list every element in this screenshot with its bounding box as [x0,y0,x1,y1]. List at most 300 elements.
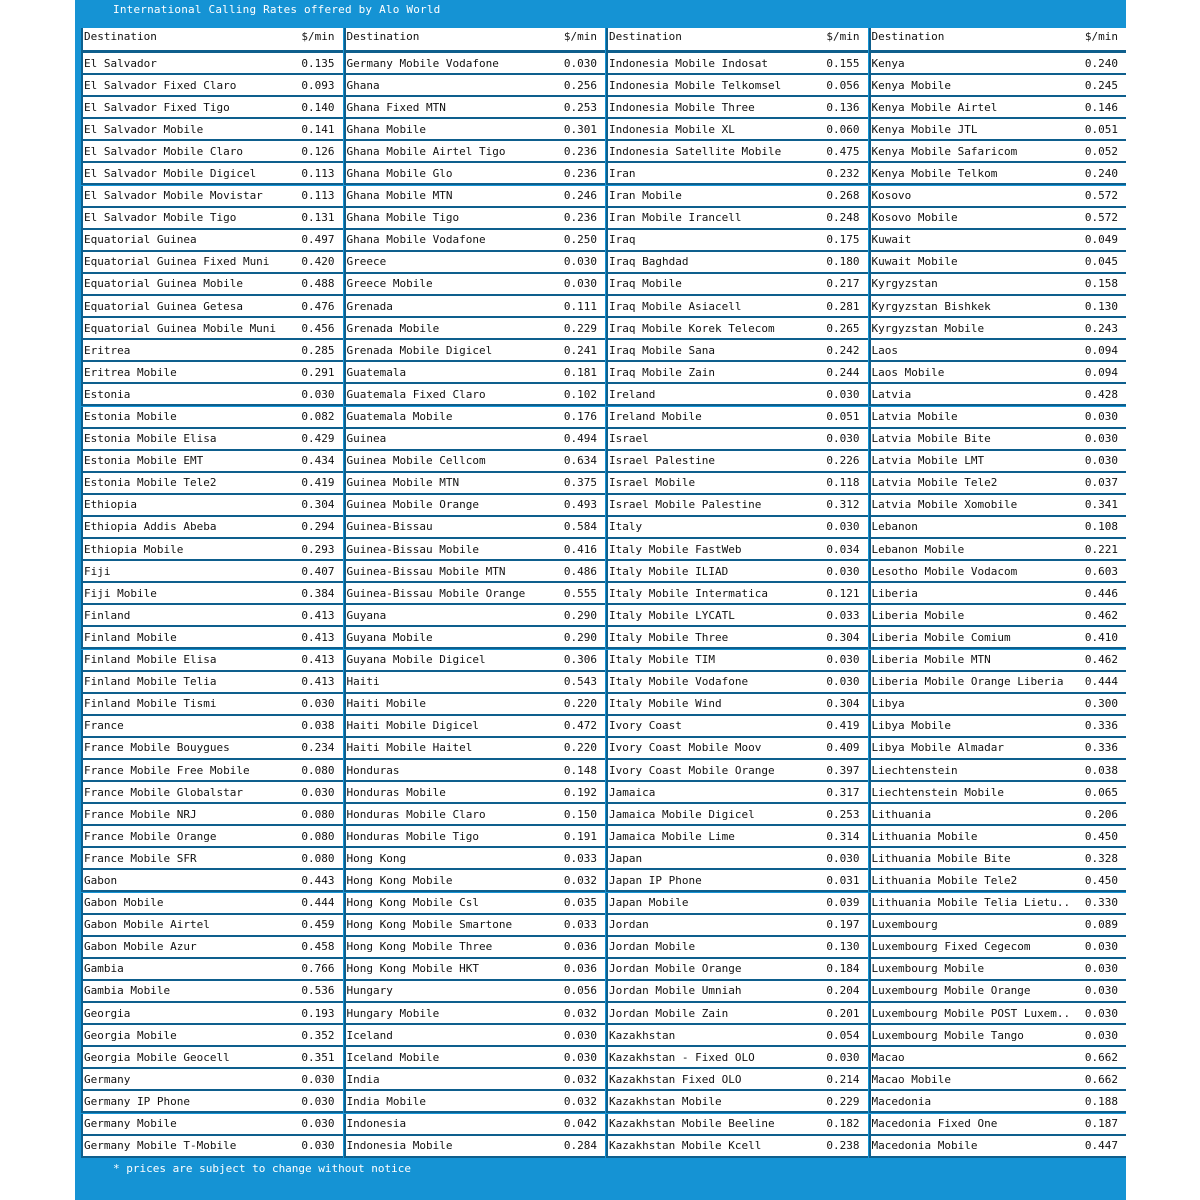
table-row [869,937,1127,957]
table-row [344,429,606,449]
rate-cell: 0.317 [826,785,860,799]
table-row [344,53,606,73]
destination-cell: Greece [346,255,387,269]
destination-cell: Israel Mobile Palestine [609,498,762,512]
footnote: * prices are subject to change without notice [113,1162,412,1175]
destination-cell: Italy Mobile TIM [609,653,715,667]
destination-cell: India Mobile [346,1094,426,1108]
destination-cell: Latvia Mobile [871,410,958,423]
table-row [606,1003,868,1023]
table-row [344,208,606,228]
table-row [81,848,343,868]
rate-cell: 0.030 [1084,432,1118,446]
rate-cell: 0.030 [301,697,335,711]
table-row [81,1091,343,1111]
rate-cell: 0.030 [563,255,597,269]
rate-cell: 0.030 [826,1050,860,1064]
table-row [81,1069,343,1089]
destination-cell: India [346,1072,380,1086]
table-row [81,473,343,493]
rate-cell: 0.456 [301,321,335,335]
table-row [344,97,606,117]
rate-cell: 0.416 [563,542,597,556]
table-row [869,407,1127,427]
rate-cell: 0.248 [826,211,860,225]
table-row [81,53,343,73]
rate-cell: 0.268 [826,189,860,203]
table-row [344,937,606,957]
rate-cell: 0.328 [1084,851,1118,865]
rate-cell: 0.306 [563,653,597,667]
rate-cell: 0.108 [1084,520,1118,534]
rate-cell: 0.052 [1084,144,1118,158]
table-row [81,672,343,692]
table-row [869,1025,1127,1045]
table-row [606,230,868,250]
rate-cell: 0.038 [301,719,335,733]
rate-cell: 0.290 [563,630,597,644]
rate-cell: 0.766 [301,962,335,976]
rate-cell: 0.130 [1084,299,1118,313]
table-row [869,893,1127,913]
destination-cell: Italy Mobile Intermatica [609,586,768,600]
rate-cell: 0.242 [826,343,860,357]
table-row [869,1003,1127,1023]
column-header [606,28,868,50]
table-row [869,804,1127,824]
destination-cell: Ghana Mobile Airtel Tigo [346,144,506,158]
rate-cell: 0.234 [301,741,335,755]
table-row [606,517,868,537]
table-row [869,826,1127,846]
rate-cell: 0.285 [301,343,335,357]
table-row [344,694,606,714]
rate-cell: 0.603 [1084,564,1118,578]
rate-cell: 0.036 [563,940,597,954]
table-row [869,716,1127,736]
rate-cell: 0.662 [1084,1050,1118,1064]
destination-cell: Guinea-Bissau Mobile MTN [346,564,506,578]
rate-cell: 0.030 [826,851,860,865]
destination-cell: Italy Mobile ILIAD [609,564,729,578]
destination-cell: Indonesia [346,1117,407,1130]
table-row [869,252,1127,272]
rate-cell: 0.413 [301,608,335,622]
rate-cell: 0.265 [826,321,860,335]
table-row [344,605,606,625]
table-row [606,53,868,73]
rate-cell: 0.032 [563,873,597,887]
destination-cell: France Mobile Bouygues [84,741,230,755]
table-row [81,937,343,957]
rate-cell: 0.056 [563,984,597,998]
destination-cell: Lithuania [871,807,932,821]
rate-cell: 0.250 [563,233,597,247]
destination-cell: Germany Mobile Vodafone [346,56,499,70]
table-row [606,561,868,581]
table-row [869,119,1127,139]
table-row [869,163,1127,183]
destination-cell: France Mobile Orange [84,829,217,843]
rate-cell: 0.458 [301,940,335,954]
rate-cell: 0.300 [1084,697,1118,711]
table-row [606,738,868,758]
rate-cell: 0.290 [563,608,597,622]
destination-cell: Eritrea Mobile [84,365,177,379]
rate-cell: 0.045 [1084,255,1118,269]
table-row [869,915,1127,935]
table-row [606,141,868,161]
table-row [81,650,343,670]
table-row [869,561,1127,581]
destination-cell: Equatorial Guinea Getesa [84,299,243,313]
table-row [606,1047,868,1067]
rate-cell: 0.121 [826,586,860,600]
destination-cell: Iraq Mobile Asiacell [609,299,742,313]
destination-cell: Lebanon Mobile [871,542,965,556]
table-row [869,451,1127,471]
table-row [606,318,868,338]
destination-cell: Ghana [346,78,380,92]
rate-cell: 0.201 [826,1006,860,1020]
rate-cell: 0.056 [826,78,860,92]
rate-cell: 0.030 [563,1050,597,1064]
destination-cell: Iran Mobile Irancell [609,211,742,225]
table-row [606,1025,868,1045]
rate-cell: 0.384 [301,586,335,600]
table-row [81,230,343,250]
rate-cell: 0.330 [1084,896,1118,910]
destination-cell: Israel [609,432,649,446]
destination-cell: Kazakhstan Mobile Beeline [609,1117,775,1130]
rate-cell: 0.244 [826,365,860,379]
table-row [606,274,868,294]
table-row [606,186,868,206]
rate-cell: 0.413 [301,630,335,644]
destination-cell: Indonesia Mobile Three [609,100,755,114]
table-row [606,716,868,736]
destination-cell: Indonesia Mobile Indosat [609,56,768,70]
rates-table [81,28,1126,1160]
rate-cell: 0.634 [563,454,597,468]
destination-cell: Indonesia Mobile XL [609,122,735,136]
destination-cell: Guinea-Bissau Mobile [346,542,479,556]
destination-cell: Jordan [609,918,649,932]
rate-cell: 0.126 [301,144,335,158]
rate-cell: 0.030 [301,785,335,799]
destination-cell: Laos Mobile [871,365,945,379]
destination-cell: Kenya Mobile Telkom [871,166,998,180]
rates-column-2 [344,28,606,1160]
destination-cell: Japan IP Phone [609,873,702,887]
rate-cell: 0.351 [301,1050,335,1064]
rate-cell: 0.409 [826,741,860,755]
destination-cell: Ghana Mobile Tigo [346,211,460,225]
destination-cell: Italy Mobile LYCATL [609,608,735,622]
table-row [344,583,606,603]
table-row [869,384,1127,404]
rate-cell: 0.472 [563,719,597,733]
rate-cell: 0.214 [826,1072,860,1086]
destination-cell: Ghana Mobile [346,122,426,136]
table-row [344,804,606,824]
table-row [606,605,868,625]
destination-cell: Hong Kong Mobile HKT [346,962,479,976]
table-row [81,517,343,537]
table-row [344,650,606,670]
rate-cell: 0.182 [826,1117,860,1130]
rate-cell: 0.033 [563,851,597,865]
destination-cell: Kyrgyzstan Mobile [871,321,985,335]
destination-cell: France [84,719,124,733]
destination-cell: El Salvador Mobile [84,122,204,136]
table-row [344,915,606,935]
page-title: International Calling Rates offered by Alo World [113,3,441,16]
table-row [81,826,343,846]
destination-cell: Laos [871,343,898,357]
table-row [606,760,868,780]
rate-cell: 0.246 [563,189,597,203]
table-row [81,959,343,979]
header-rate: $/min [563,30,597,43]
destination-cell: Jordan Mobile Zain [609,1006,729,1020]
destination-cell: Fiji Mobile [84,586,157,600]
rate-cell: 0.192 [563,785,597,799]
table-row [869,495,1127,515]
rate-cell: 0.419 [826,719,860,733]
table-row [81,296,343,316]
table-row [81,75,343,95]
destination-cell: Kazakhstan - Fixed OLO [609,1050,755,1064]
destination-cell: Latvia Mobile Bite [871,432,991,446]
rate-cell: 0.341 [1084,498,1118,512]
rate-cell: 0.042 [563,1117,597,1130]
table-row [344,230,606,250]
destination-cell: Libya [871,697,905,711]
destination-cell: Hong Kong Mobile Smartone [346,918,513,932]
table-row [81,340,343,360]
destination-cell: Jordan Mobile [609,940,696,954]
table-row [869,760,1127,780]
rate-cell: 0.113 [301,189,335,203]
table-row [869,583,1127,603]
rate-cell: 0.462 [1084,653,1118,667]
rate-cell: 0.180 [826,255,860,269]
rate-cell: 0.555 [563,586,597,600]
destination-cell: Hungary [346,984,393,998]
destination-cell: Kazakhstan Fixed OLO [609,1072,742,1086]
rate-cell: 0.420 [301,255,335,269]
destination-cell: Italy Mobile Vodafone [609,675,749,689]
rate-cell: 0.375 [563,476,597,490]
table-row [344,252,606,272]
destination-cell: Guinea-Bissau Mobile Orange [346,586,526,600]
destination-cell: Lebanon [871,520,918,534]
rate-cell: 0.034 [826,542,860,556]
table-row [606,75,868,95]
rate-cell: 0.136 [826,100,860,114]
table-row [344,495,606,515]
table-row [81,804,343,824]
destination-cell: Kosovo Mobile [871,211,958,225]
rate-cell: 0.131 [301,211,335,225]
rate-cell: 0.312 [826,498,860,512]
table-row [869,75,1127,95]
destination-cell: Ghana Mobile MTN [346,189,453,203]
destination-cell: Guinea Mobile MTN [346,476,460,490]
table-row [81,208,343,228]
table-row [81,981,343,1001]
destination-cell: Italy Mobile Wind [609,697,722,711]
destination-cell: Jamaica Mobile Lime [609,829,735,843]
destination-cell: Ethiopia Mobile [84,542,184,556]
destination-cell: Honduras [346,763,400,777]
table-row [81,1136,343,1156]
rate-cell: 0.080 [301,851,335,865]
destination-cell: Luxembourg Mobile Orange [871,984,1031,998]
table-row [606,782,868,802]
destination-cell: Guinea-Bissau [346,520,433,534]
table-row [344,186,606,206]
destination-cell: Guatemala Fixed Claro [346,387,486,401]
table-row [81,384,343,404]
table-row [81,583,343,603]
destination-cell: Equatorial Guinea Fixed Muni [84,255,270,269]
destination-cell: Kyrgyzstan [871,277,938,291]
rate-cell: 0.135 [301,56,335,70]
rate-cell: 0.229 [826,1094,860,1108]
destination-cell: Ghana Mobile Vodafone [346,233,486,247]
rate-cell: 0.140 [301,100,335,114]
destination-cell: Kuwait [871,233,912,247]
table-row [81,1047,343,1067]
rate-cell: 0.030 [1084,1028,1118,1042]
table-row [81,915,343,935]
destination-cell: Luxembourg Mobile [871,962,985,976]
destination-cell: Estonia [84,387,131,401]
rate-cell: 0.039 [826,896,860,910]
table-row [606,119,868,139]
table-row [869,539,1127,559]
destination-cell: Luxembourg Mobile POST Luxem.. [871,1006,1071,1020]
destination-cell: Finland Mobile Tismi [84,697,217,711]
rate-cell: 0.444 [301,896,335,910]
rate-cell: 0.281 [826,299,860,313]
table-row [81,163,343,183]
destination-cell: Germany Mobile [84,1117,177,1130]
destination-cell: Kenya Mobile Safaricom [871,144,1018,158]
destination-cell: Ireland Mobile [609,410,702,423]
table-row [869,296,1127,316]
table-row [606,870,868,890]
rate-cell: 0.494 [563,432,597,446]
destination-cell: Gabon Mobile [84,896,164,910]
destination-cell: Iraq Baghdad [609,255,689,269]
table-row [869,97,1127,117]
table-row [81,495,343,515]
rate-cell: 0.543 [563,675,597,689]
rate-cell: 0.662 [1084,1072,1118,1086]
rate-cell: 0.241 [563,343,597,357]
table-row [606,694,868,714]
destination-cell: Hungary Mobile [346,1006,440,1020]
column-header [344,28,606,50]
destination-cell: Lithuania Mobile [871,829,978,843]
table-row [344,782,606,802]
table-row [344,318,606,338]
rate-cell: 0.102 [563,387,597,401]
table-row [344,848,606,868]
rate-cell: 0.030 [301,387,335,401]
table-row [606,848,868,868]
rate-cell: 0.148 [563,763,597,777]
destination-cell: Indonesia Mobile Telkomsel [609,78,782,92]
destination-cell: Kenya Mobile JTL [871,122,978,136]
rate-cell: 0.158 [1084,277,1118,291]
rate-cell: 0.150 [563,807,597,821]
table-row [344,407,606,427]
table-row [81,1114,343,1134]
table-row [344,1069,606,1089]
table-row [869,318,1127,338]
rate-cell: 0.536 [301,984,335,998]
column-header [869,28,1127,50]
table-row [869,517,1127,537]
destination-cell: Hong Kong Mobile [346,873,453,887]
table-row [344,1025,606,1045]
table-row [869,650,1127,670]
table-row [344,1114,606,1134]
rate-cell: 0.221 [1084,542,1118,556]
table-row [81,141,343,161]
rate-cell: 0.462 [1084,608,1118,622]
destination-cell: Japan [609,851,643,865]
table-row [869,782,1127,802]
table-row [344,1136,606,1156]
table-row [606,1136,868,1156]
destination-cell: Equatorial Guinea Mobile [84,277,243,291]
rates-column-1 [81,28,343,1160]
rate-cell: 0.397 [826,763,860,777]
table-row [606,208,868,228]
rate-cell: 0.293 [301,542,335,556]
table-row [606,473,868,493]
rate-cell: 0.336 [1084,719,1118,733]
table-row [344,826,606,846]
destination-cell: Iran [609,166,636,180]
destination-cell: Guinea Mobile Cellcom [346,454,486,468]
table-row [81,318,343,338]
destination-cell: Haiti Mobile Haitel [346,741,473,755]
destination-cell: France Mobile Globalstar [84,785,243,799]
rate-cell: 0.030 [1084,984,1118,998]
rate-cell: 0.475 [826,144,860,158]
rate-cell: 0.428 [1084,387,1118,401]
destination-cell: Iraq Mobile Korek Telecom [609,321,775,335]
rate-cell: 0.141 [301,122,335,136]
destination-cell: Estonia Mobile [84,410,177,423]
destination-cell: Libya Mobile Almadar [871,741,1004,755]
rate-cell: 0.434 [301,454,335,468]
rate-cell: 0.226 [826,454,860,468]
table-row [344,451,606,471]
rate-cell: 0.051 [1084,122,1118,136]
destination-cell: Kazakhstan Mobile Kcell [609,1139,762,1153]
destination-cell: Macao [871,1050,905,1064]
destination-cell: Kuwait Mobile [871,255,958,269]
table-row [869,208,1127,228]
destination-cell: El Salvador Mobile Tigo [84,211,237,225]
